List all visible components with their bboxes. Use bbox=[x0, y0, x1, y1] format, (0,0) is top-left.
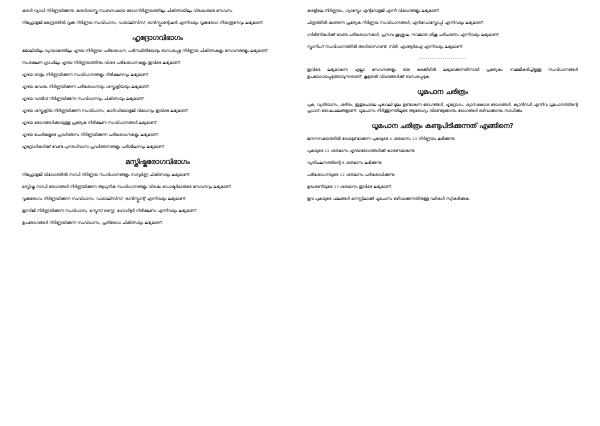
paragraph: ഉദ്ധരണിയുടെ 17 ശതമാനം ഇവിടെ ലഭ്യമാണ്. bbox=[307, 184, 393, 190]
paragraph: ഇവിടെ ലഭ്യമാകുന്ന എല്ലാ സേവനങ്ങളും ഒരു കുടക്കീഴിൽ ലഭ്യമാക്കുന്നതിനായി പ്രത്യേകം സജ്ജീകരിച്ചിട്ടുള്ള സംവിധാനങ്ങൾ ഉപയോഗപ്പെടുത്താവുന്നതാണ്. കൂടുതൽ വിവരങ്ങൾക്ക് ബന്ധപ്പെടുക. bbox=[307, 67, 578, 79]
paragraph: സ്കാനിംഗ് സംവിധാനത്തിൽ അൾട്രാസൗണ്ട്, സിടി, എംആർഐ എന്നിവയും ലഭ്യമാണ്. bbox=[307, 44, 464, 50]
section-heading: ഹൃദ്രോഗവിഭാഗം bbox=[132, 33, 183, 42]
left-column bbox=[22, 8, 293, 422]
paragraph: പരിശോധനയുടെ 12 ശതമാനം പരിശോധിക്കുന്നു. bbox=[307, 172, 396, 178]
paragraph: വൃക്കരോഗം നിർണ്ണയിക്കുന്ന സംവിധാനം, ഡയാലിസിസ്, ട്രാൻസ്പ്ലാന്റ് എന്നിവയും ലഭ്യമാണ്. bbox=[22, 196, 187, 202]
paragraph: നീഫ്രോളജി വിഭാഗത്തിൽ നാഡി നിർണ്ണയ സംവിധാനങ്ങളും സമ്പൂർണ്ണ ചികിത്സയും ലഭ്യമാണ്. bbox=[22, 172, 191, 178]
section-heading: ധൂമപാന ചരിത്രം കണ്ടുപിടിക്കുന്നത് എങ്ങിനെ? bbox=[371, 121, 514, 130]
paragraph: ഉപരോഗങ്ങൾ നിർണ്ണയിക്കുന്ന സംവിധാനം, പ്രതിരോധ ചികിത്സയും ലഭ്യമാണ്. bbox=[22, 220, 163, 226]
dotted-separator: ...................... bbox=[419, 55, 466, 62]
paragraph: ജോലിയിലും വ്യായാമത്തിലും ഹൃദയ നിർണ്ണയ പരിശോധന, പരിസ്ഥിതിയോടും ബന്ധപ്പെട്ട നിർണ്ണയ ചികിത്സകളും സേവനങ്ങളും ലഭ്യമാണ്. bbox=[22, 47, 269, 53]
paragraph: ഹൃദയ കവാടം നിർണ്ണയിക്കുന്ന പരിശോധനയും ശസ്ത്രക്രിയയും ലഭ്യമാണ്. bbox=[22, 83, 150, 89]
paragraph: ഈ പുകയുടെ ഫലങ്ങൾ മനസ്സിലാക്കി ധൂമപാനം ഒഴിവാക്കുന്നതിനുള്ള വഴികൾ സ്വീകരിക്കുക. bbox=[307, 196, 470, 202]
right-column bbox=[307, 8, 578, 422]
paragraph: ഇസിജി നിർണ്ണയിക്കുന്ന സംവിധാനം, സ്ട്രെസ് ടെസ്റ്റ്, ഹോൾട്ടർ നിരീക്ഷണം എന്നിവയും ലഭ്യമാണ്. bbox=[22, 208, 198, 214]
paragraph: നീഫ്രോളജി കേന്ദ്രത്തിൽ വൃക്ക നിർണ്ണയ സംവിധാനം, ഡയാലിസിസ്, ട്രാൻസ്പ്ലാന്റേഷൻ എന്നിവയും വൃക്കരോഗ നിയന്ത്രണവും ലഭ്യമാണ്. bbox=[22, 20, 264, 26]
paragraph: വ്യതിചലനത്തിന്റെ 8 ശതമാനം ലഭിക്കുന്നു. bbox=[307, 159, 383, 165]
paragraph: കരളിലെ നിർണ്ണയം, ഗ്യാസ്ട്രോ എന്ററോളജി എന്നീ വിഭാഗങ്ങളും ലഭ്യമാണ്. bbox=[307, 8, 440, 13]
paragraph: ഹൃദയ പേശികളുടെ പ്രവർത്തനം നിർണ്ണയിക്കുന്ന പരിശോധനകളും ലഭ്യമാണ്. bbox=[22, 132, 159, 138]
paragraph: ഹൃദയ വാൽവ് നിർണ്ണയിക്കുന്ന സംവിധാനവും ചികിത്സയും ലഭ്യമാണ്. bbox=[22, 96, 145, 102]
paragraph: കരൾ വ്യാധി നിർണ്ണയിക്കുന്നു. കരൾശാസ്ത്ര സംബന്ധമായ രോഗനിർണ്ണയത്തിലും ചികിത്സയിലും വിദഗ്ദ്ധരുടെ സേവനം. bbox=[22, 8, 234, 13]
section-heading: മസ്തിഷ്കരോഗവിഭാഗം bbox=[125, 158, 190, 167]
paragraph: മസ്തിഷ്ക നാഡി രോഗങ്ങൾ നിർണ്ണയിക്കുന്ന ആധുനിക സംവിധാനങ്ങളും വിദഗ്ദ്ധ ഡോക്ടർമാരുടെ സേവനവും ലഭ്യമാണ്. bbox=[22, 184, 232, 190]
section-heading: ധൂമപാന ചരിത്രം bbox=[417, 87, 468, 96]
paragraph: പുക, വ്യതിയാനം, ശരീരം, ഇതുപോലെ പുകവലി മൂലം ഉണ്ടാകുന്ന രോഗങ്ങൾ, ഹൃദ്രോഗം, ശ്വാസകോശ രോഗങ്ങൾ, ക്യാൻസർ എന്നിവ ധൂമപാനത്തിന്റെ പ്രധാന ദോഷഫലങ്ങളാണ്. ധൂമപാനം നിർത്തുന്നതിലൂടെ ആരോഗ്യം വീണ്ടെടുക്കാനും രോഗങ്ങൾ ഒഴിവാക്കാനും സാധിക്കും. bbox=[307, 101, 578, 114]
paragraph: പുകയുടെ 12 ശതമാനം ഹൃദയരോഗങ്ങൾക്ക് കാരണമാകുന്നു. bbox=[307, 147, 416, 153]
paragraph: ജനനസമയത്തിൽ ദേഹമുണ്ടാക്കുന്ന പുകയുടെ 4 ശതമാനം 13 നിർണ്ണയം ലഭിക്കുന്നു. bbox=[307, 135, 456, 141]
paragraph: ഗർഭിണികൾക്ക് വേണ്ട പരിശോധനകൾ, പ്രസവ ശുശ്രൂഷ, നവജാത ശിശു പരിചരണം എന്നിവയും ലഭ്യമാണ്. bbox=[307, 32, 500, 38]
paragraph: ഹൃദയ ശസ്ത്രക്രിയ നിർണ്ണയിക്കുന്ന സംവിധാനം, കാർഡിയോളജി വിഭാഗവും ഇവിടെ ലഭ്യമാണ്. bbox=[22, 108, 189, 114]
paragraph: ഹൃദയ രോഗങ്ങൾക്കായുള്ള പ്രത്യേക നിരീക്ഷണ സംവിധാനങ്ങൾ ലഭ്യമാണ്. bbox=[22, 120, 158, 126]
paragraph: ഹൃദ്രോഗികൾക്ക് വേണ്ട പുനരധിവാസ പ്രവർത്തനങ്ങളും പരിശീലനവും ലഭ്യമാണ്. bbox=[22, 144, 166, 150]
paragraph: ഹൃദയ താളം നിർണ്ണയിക്കുന്ന സംവിധാനങ്ങളും നിരീക്ഷണവും ലഭ്യമാണ്. bbox=[22, 71, 150, 77]
paragraph: സംരക്ഷണ ഗ്രാഫിലും ഹൃദയ നിർണ്ണയത്തിനും വിശദ പരിശോധനകളും ഇവിടെ ലഭ്യമാണ്. bbox=[22, 59, 182, 65]
paragraph: ചിത്രത്തിൽ കാണുന്ന പ്രത്യേക നിർണ്ണയ സംവിധാനങ്ങൾ, എൻഡോസ്കോപ്പി എന്നിവയും ലഭ്യമാണ്. bbox=[307, 20, 484, 26]
